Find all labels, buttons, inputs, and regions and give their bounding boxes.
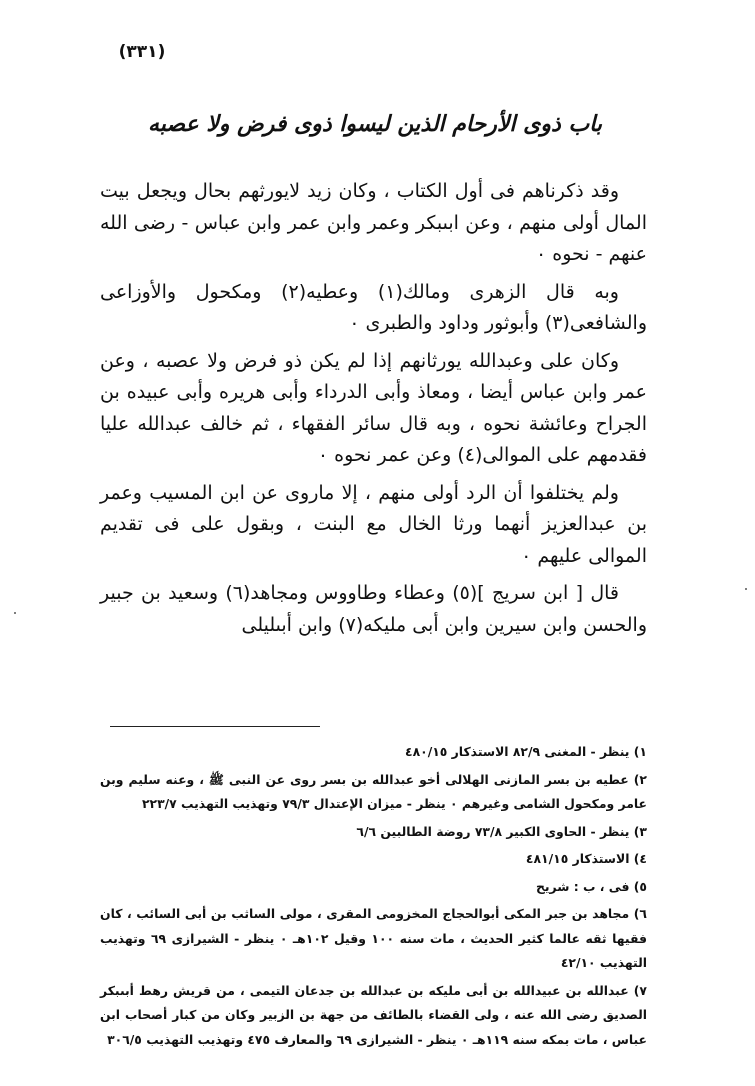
footnote-6: ٦) مجاهد بن جبر المكى أبوالحجاج المخزومى المقرى ، مولى الساثب بن أبى السائب ، كان فقيها ثقه عالما كثير الحديث ، مات سنه ١٠٠ وقيل ١٠٢هـ ٠ ينظر - الشيرازى ٦٩ وتهذيب التهذيب ٤٢/١٠	[100, 906, 647, 970]
footnote-2: ٢) عطيه بن بسر المازنى الهلالى أخو عبدالله بن بسر روى عن النبى ﷺ ، وعنه سليم وبن عامر ومكحول الشامى وغيرهم ٠ ينظر - ميزان الإعتدال ٧٩/٣ وتهذيب التهذيب ٢٢٣/٧	[100, 771, 647, 811]
footnote-7: ٧) عبدالله بن عبيدالله بن أبى مليكه بن عبدالله بن جدعان التيمى ، من قريش رهط أبىبكر الصديق رضى الله عنه ، ولى القضاء بالطائف من جهة بن الزبير وكان من كبار أصحاب ابن عباس ، مات بمكه سنه ١١٩هـ ٠ ينظر - الشيرازى ٦٩ والمعارف ٤٧٥ وتهذيب التهذيب ٣٠٦/٥	[100, 982, 647, 1047]
footnote-divider	[110, 726, 320, 727]
chapter-title: باب ذوى الأرحام الذين ليسوا ذوى فرض ولا عصبه	[147, 112, 603, 137]
main-text	[100, 176, 647, 647]
paragraph: ولم يختلفوا أن الرد أولى منهم ، إلا ماروى عن ابن المسيب وعمر بن عبدالعزيز أنهما ورثا الخال مع البنت ، وبقول على فى تقديم الموالى عليهم ٠	[100, 481, 647, 567]
footnote-3: ٣) ينظر - الحاوى الكبير ٧٣/٨ روضة الطالبين ٦/٦	[356, 823, 647, 839]
paragraph: وقد ذكرناهم فى أول الكتاب ، وكان زيد لايورثهم بحال ويجعل بيت المال أولى منهم ، وعن ابىبكر وعمر وابن عمر وابن عباس - رضى الله عنهم - نحوه ٠	[100, 180, 647, 265]
page-number: (٣٣١)	[118, 42, 166, 62]
footnote-5: ٥) فى ، ب : شريح	[535, 878, 647, 894]
paragraph: وبه قال الزهرى ومالك(١) وعطيه(٢) ومكحول والأوزاعى والشافعى(٣) وأبوثور وداود والطبرى ٠	[100, 280, 647, 334]
scan-speck	[745, 588, 747, 590]
footnote-1: ١) ينظر - المغنى ٨٢/٩ الاستذكار ٤٨٠/١٥	[405, 744, 647, 759]
footnotes	[100, 740, 647, 1055]
paragraph: قال [ ابن سريج ](٥) وعطاء وطاووس ومجاهد(٦) وسعيد بن جبير والحسن وابن سيرين وابن أبى مليكه(٧) وابن أبىليلى	[100, 582, 647, 636]
paragraph: وكان على وعبدالله يورثانهم إذا لم يكن ذو فرض ولا عصبه ، وعن عمر وابن عباس أيضا ، ومعاذ وأبى الدرداء وأبى هريره وأبى عبيده بن الجراح وعائشة نحوه ، وبه قال سائر الفقهاء ، ثم خالف عبدالله عليا فقدمهم على الموالى(٤) وعن عمر نحوه ٠	[100, 349, 647, 466]
footnote-4: ٤) الاستذكار ٤٨١/١٥	[525, 851, 647, 866]
scan-speck	[14, 612, 16, 614]
